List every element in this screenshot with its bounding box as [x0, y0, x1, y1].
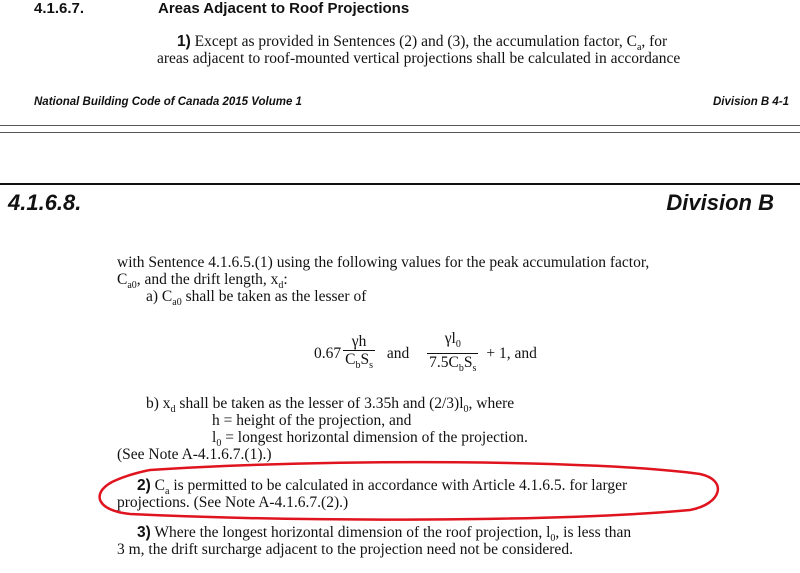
page-footer-division: Division B 4-1: [713, 96, 790, 108]
subscript: a0: [127, 280, 137, 292]
text: shall be taken as the lesser of 3.35h and (2/3)l: [175, 395, 464, 412]
sentence-3-line-2: 3 m, the drift surcharge adjacent to the projection need not be considered.: [117, 541, 573, 558]
fraction-numerator: γh: [343, 333, 375, 351]
text: , and the drift length, x: [136, 271, 279, 288]
article-number: 4.1.6.7.: [34, 0, 85, 17]
text: :: [283, 271, 288, 288]
subscript: a: [636, 42, 642, 54]
clause-label: a): [146, 288, 159, 305]
subscript: d: [278, 280, 284, 292]
fraction-2: [427, 330, 478, 378]
continuation-line-1: with Sentence 4.1.6.5.(1) using the following values for the peak accumulation factor,: [117, 254, 650, 271]
clause-a: [146, 288, 366, 308]
formula-and: and: [386, 345, 410, 363]
subscript: 0: [463, 404, 469, 416]
formula: [314, 330, 537, 375]
page-footer-title: National Building Code of Canada 2015 Volume 1: [34, 96, 302, 108]
article-title: Areas Adjacent to Roof Projections: [158, 0, 410, 17]
page-divider: [0, 125, 800, 126]
note-reference-1: (See Note A-4.1.6.7.(1).): [117, 446, 272, 463]
sentence-number: 2): [137, 477, 151, 494]
sentence-2-line-2: projections. (See Note A-4.1.6.7.(2).): [117, 494, 349, 511]
page-header-article: 4.1.6.8.: [8, 190, 82, 215]
sentence-2-line-1: 2) $C_a$ is permitted to be calculated in accordance with Article 4.1.6.5. for larger: [137, 477, 628, 498]
text: x: [162, 395, 171, 412]
definition-l0: $l_0$ = longest horizontal dimension of the projection.: [212, 429, 528, 450]
formula-tail: + 1, and: [486, 345, 537, 363]
page-header-division: Division B: [666, 190, 774, 215]
fraction-denominator: $C_bS_s$: [345, 351, 373, 372]
fraction-1: [343, 333, 375, 375]
fraction-numerator: $\gamma l_0$: [427, 330, 478, 354]
text: Except as provided in Sentences (2) and (3), the accumulation factor, C: [194, 33, 637, 50]
header-rule: [0, 183, 800, 185]
formula-coefficient: 0.67: [314, 345, 342, 363]
fraction-denominator: $7.5C_bS_s$: [429, 354, 477, 375]
clause-label: b): [146, 395, 159, 412]
text: , for: [641, 33, 668, 50]
sentence-3-line-1: 3) Where the longest horizontal dimension of the roof projection, $l_0$, is less than: [137, 524, 632, 545]
subscript: d: [170, 404, 176, 416]
sentence-1-line-2: areas adjacent to roof-mounted vertical projections shall be calculated in accordance: [157, 50, 681, 67]
text: C: [117, 271, 128, 288]
subscript: a0: [172, 297, 182, 309]
sentence-number: 3): [137, 524, 151, 541]
page-divider: [0, 132, 800, 133]
text: shall be taken as the lesser of: [181, 288, 367, 305]
definition-h: h = height of the projection, and: [212, 412, 412, 429]
text: C: [161, 288, 173, 305]
sentence-number: 1): [177, 33, 191, 50]
text: , where: [468, 395, 515, 412]
